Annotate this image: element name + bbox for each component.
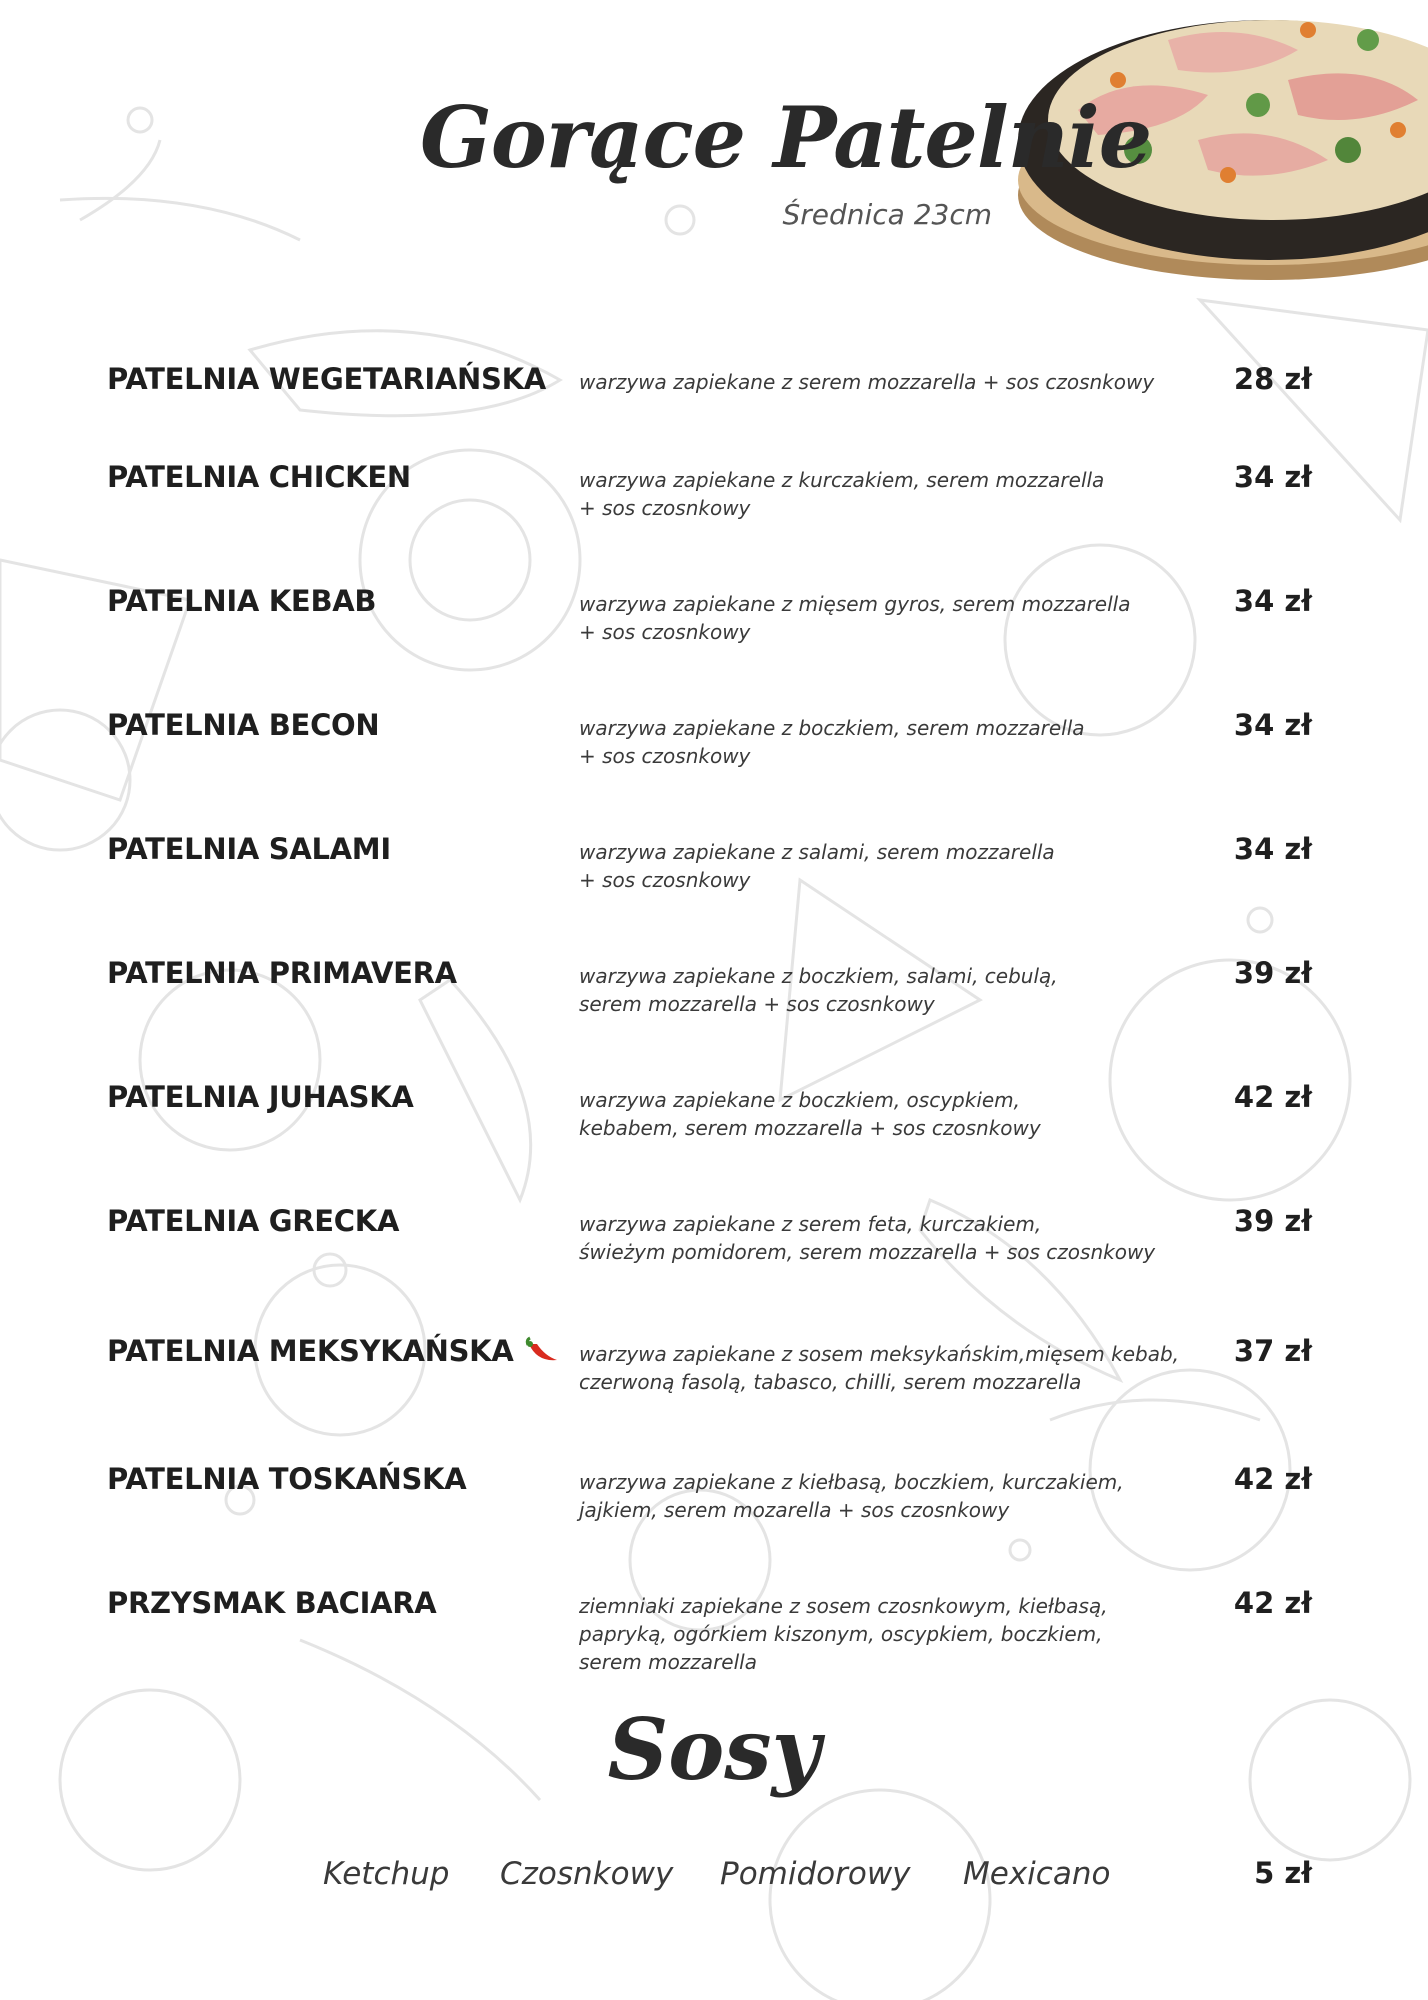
menu-item-description-line: warzywa zapiekane z salami, serem mozzarella — [579, 840, 1055, 864]
menu-item-description — [579, 1210, 1199, 1266]
menu-item-price: 34 zł — [1233, 460, 1312, 494]
menu-item-description — [579, 1086, 1199, 1142]
menu-item-name-text: PATELNIA CHICKEN — [107, 460, 411, 494]
page-subtitle: Średnica 23cm — [782, 198, 992, 231]
menu-item-name — [107, 584, 376, 618]
menu-item-description-line: warzywa zapiekane z kiełbasą, boczkiem, kurczakiem, — [579, 1470, 1124, 1494]
menu-item-description-line: serem mozzarella — [579, 1650, 757, 1674]
chili-pepper-icon — [523, 1336, 561, 1366]
menu-item-price: 42 zł — [1233, 1080, 1312, 1114]
menu-item-description-line: świeżym pomidorem, serem mozzarella + sos czosnkowy — [579, 1240, 1156, 1264]
menu-item-description — [579, 466, 1199, 522]
menu-item-price: 28 zł — [1233, 362, 1312, 396]
menu-item-name-text: PATELNIA BECON — [107, 708, 380, 742]
menu-item-name — [107, 362, 546, 396]
menu-item-name-text: PATELNIA SALAMI — [107, 832, 391, 866]
menu-item-name — [107, 956, 457, 990]
menu-item-description-line: warzywa zapiekane z kurczakiem, serem mozzarella — [579, 468, 1105, 492]
menu-item-name-text: PRZYSMAK BACIARA — [107, 1586, 437, 1620]
menu-item-name — [107, 708, 379, 742]
menu-item-name — [107, 460, 411, 494]
sauce-mexicano: Mexicano — [963, 1856, 1111, 1892]
menu-item-name — [107, 1080, 414, 1114]
menu-item-name-text: PATELNIA JUHASKA — [107, 1080, 414, 1114]
menu-item-description-line: kebabem, serem mozzarella + sos czosnkowy — [579, 1116, 1041, 1140]
page-title: Gorące Patelnie — [420, 88, 1152, 187]
menu-item-price: 34 zł — [1233, 584, 1312, 618]
menu-item-description-line: + sos czosnkowy — [579, 868, 751, 892]
menu-item-price: 42 zł — [1233, 1462, 1312, 1496]
menu-item-price: 34 zł — [1233, 832, 1312, 866]
menu-item-description-line: papryką, ogórkiem kiszonym, oscypkiem, boczkiem, — [579, 1622, 1103, 1646]
menu-item-name — [107, 832, 391, 866]
sauces-title: Sosy — [607, 1700, 821, 1799]
menu-item-description-line: warzywa zapiekane z serem mozzarella + sos czosnkowy — [579, 370, 1155, 394]
menu-item-description-line: jajkiem, serem mozarella + sos czosnkowy — [579, 1498, 1010, 1522]
menu-item-description-line: warzywa zapiekane z boczkiem, serem mozzarella — [579, 716, 1085, 740]
menu-item-name-text: PATELNIA KEBAB — [107, 584, 377, 618]
menu-item-name-text: PATELNIA TOSKAŃSKA — [107, 1462, 467, 1496]
menu-item-name-text: PATELNIA WEGETARIAŃSKA — [107, 362, 546, 396]
menu-item-name — [107, 1334, 561, 1368]
menu-item-name — [107, 1204, 399, 1238]
menu-item-description-line: warzywa zapiekane z serem feta, kurczakiem, — [579, 1212, 1042, 1236]
menu-item-description — [579, 1468, 1199, 1524]
menu-item-description — [579, 1340, 1199, 1396]
menu-item-name — [107, 1462, 466, 1496]
sauce-pomidorowy: Pomidorowy — [720, 1856, 911, 1892]
menu-item-description — [579, 368, 1199, 396]
menu-item-name-text: PATELNIA GRECKA — [107, 1204, 400, 1238]
menu-item-description-line: warzywa zapiekane z mięsem gyros, serem mozzarella — [579, 592, 1131, 616]
menu-item-price: 39 zł — [1233, 1204, 1312, 1238]
menu-item-name — [107, 1586, 436, 1620]
menu-item-description — [579, 714, 1199, 770]
menu-item-description-line: + sos czosnkowy — [579, 744, 751, 768]
menu-item-description-line: czerwoną fasolą, tabasco, chilli, serem mozzarella — [579, 1370, 1082, 1394]
menu-item-description-line: warzywa zapiekane z sosem meksykańskim,mięsem kebab, — [579, 1342, 1180, 1366]
menu-item-description — [579, 590, 1199, 646]
menu-item-description — [579, 838, 1199, 894]
menu-item-description-line: + sos czosnkowy — [579, 496, 751, 520]
menu-item-description-line: warzywa zapiekane z boczkiem, salami, cebulą, — [579, 964, 1058, 988]
menu-item-price: 42 zł — [1233, 1586, 1312, 1620]
sauces-price: 5 zł — [1254, 1856, 1312, 1890]
menu-item-price: 37 zł — [1233, 1334, 1312, 1368]
menu-item-name-text: PATELNIA PRIMAVERA — [107, 956, 457, 990]
menu-item-price: 34 zł — [1233, 708, 1312, 742]
menu-item-name-text: PATELNIA MEKSYKAŃSKA — [107, 1334, 514, 1368]
menu-item-description-line: serem mozzarella + sos czosnkowy — [579, 992, 935, 1016]
menu-item-description — [579, 1592, 1199, 1676]
sauce-ketchup: Ketchup — [323, 1856, 450, 1892]
sauce-czosnkowy: Czosnkowy — [500, 1856, 674, 1892]
menu-item-price: 39 zł — [1233, 956, 1312, 990]
menu-item-description-line: warzywa zapiekane z boczkiem, oscypkiem, — [579, 1088, 1021, 1112]
menu-item-description-line: ziemniaki zapiekane z sosem czosnkowym, kiełbasą, — [579, 1594, 1108, 1618]
menu-item-description — [579, 962, 1199, 1018]
menu-item-description-line: + sos czosnkowy — [579, 620, 751, 644]
